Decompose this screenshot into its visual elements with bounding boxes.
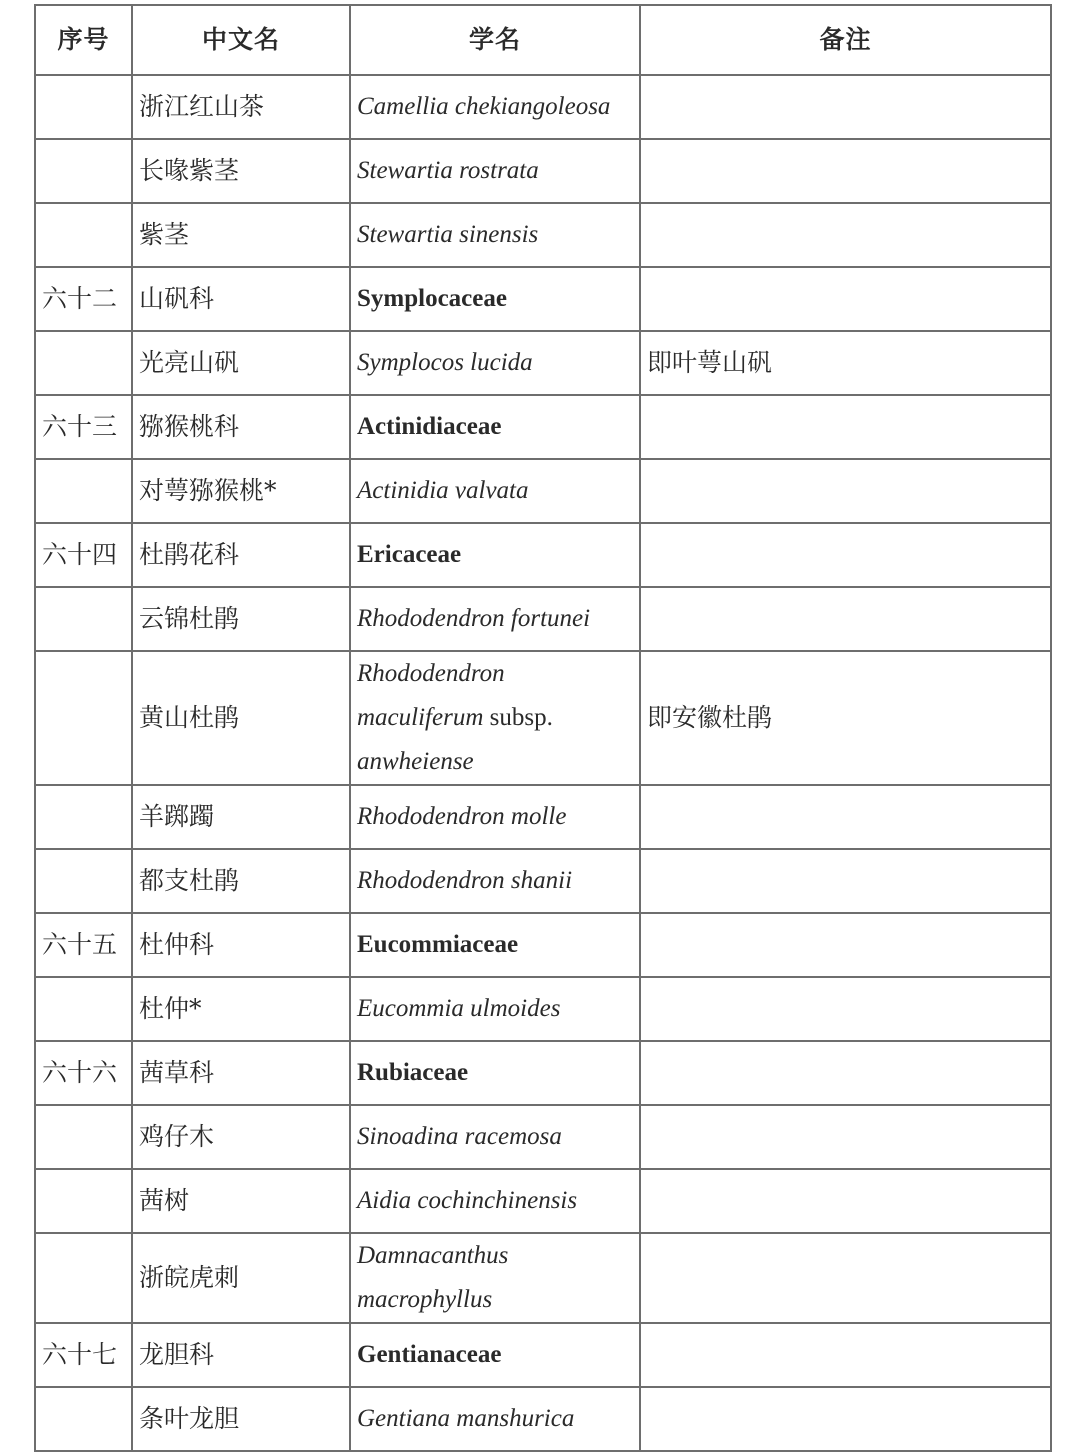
- serial-number-cell: [35, 75, 132, 139]
- family-chinese-name-cell: 杜鹃花科: [132, 523, 350, 587]
- scientific-name-cell: [350, 1233, 640, 1323]
- serial-number-cell: 六十六: [35, 1041, 132, 1105]
- table-row: [35, 1387, 1051, 1451]
- chinese-name-cell: 浙江红山茶: [132, 75, 350, 139]
- remark-cell: 即安徽杜鹃: [640, 651, 1051, 785]
- serial-number-cell: [35, 849, 132, 913]
- table-row: [35, 977, 1051, 1041]
- chinese-name-cell: 鸡仔木: [132, 1105, 350, 1169]
- scientific-name-cell: [350, 651, 640, 785]
- remark-cell: [640, 1041, 1051, 1105]
- scientific-name-species: macrophyllus: [357, 1286, 493, 1313]
- remark-cell: [640, 1169, 1051, 1233]
- family-scientific-name-cell: Ericaceae: [350, 523, 640, 587]
- remark-cell: [640, 139, 1051, 203]
- family-row: [35, 267, 1051, 331]
- serial-number-cell: 六十二: [35, 267, 132, 331]
- scientific-name-cell: Rhododendron molle: [350, 785, 640, 849]
- remark-cell: [640, 1323, 1051, 1387]
- header-chinese-name: 中文名: [132, 5, 350, 75]
- table-row: [35, 459, 1051, 523]
- serial-number-cell: [35, 785, 132, 849]
- chinese-name-cell: 云锦杜鹃: [132, 587, 350, 651]
- table-row: [35, 1105, 1051, 1169]
- serial-number-cell: 六十三: [35, 395, 132, 459]
- chinese-name-cell: 杜仲*: [132, 977, 350, 1041]
- serial-number-cell: [35, 459, 132, 523]
- family-row: [35, 395, 1051, 459]
- chinese-name-cell: 长喙紫茎: [132, 139, 350, 203]
- family-scientific-name-cell: Gentianaceae: [350, 1323, 640, 1387]
- table-row: [35, 139, 1051, 203]
- serial-number-cell: [35, 203, 132, 267]
- family-chinese-name-cell: 龙胆科: [132, 1323, 350, 1387]
- table-row: [35, 785, 1051, 849]
- scientific-name-cell: Stewartia rostrata: [350, 139, 640, 203]
- family-chinese-name-cell: 茜草科: [132, 1041, 350, 1105]
- scientific-name-cell: Sinoadina racemosa: [350, 1105, 640, 1169]
- serial-number-cell: 六十四: [35, 523, 132, 587]
- remark-cell: [640, 459, 1051, 523]
- serial-number-cell: [35, 1169, 132, 1233]
- chinese-name-cell: 光亮山矾: [132, 331, 350, 395]
- remark-cell: [640, 977, 1051, 1041]
- remark-cell: [640, 913, 1051, 977]
- chinese-name-cell: 条叶龙胆: [132, 1387, 350, 1451]
- table-row: [35, 587, 1051, 651]
- serial-number-cell: [35, 587, 132, 651]
- scientific-name-genus: Damnacanthus: [357, 1242, 509, 1269]
- family-row: [35, 1041, 1051, 1105]
- remark-cell: [640, 75, 1051, 139]
- table-header-row: [35, 5, 1051, 75]
- serial-number-cell: [35, 977, 132, 1041]
- chinese-name-cell: 都支杜鹃: [132, 849, 350, 913]
- scientific-name-cell: Camellia chekiangoleosa: [350, 75, 640, 139]
- serial-number-cell: [35, 1387, 132, 1451]
- table-row: [35, 849, 1051, 913]
- family-row: [35, 1323, 1051, 1387]
- family-chinese-name-cell: 猕猴桃科: [132, 395, 350, 459]
- table-row: [35, 75, 1051, 139]
- family-chinese-name-cell: 杜仲科: [132, 913, 350, 977]
- family-chinese-name-cell: 山矾科: [132, 267, 350, 331]
- remark-cell: [640, 395, 1051, 459]
- remark-cell: [640, 203, 1051, 267]
- remark-cell: [640, 785, 1051, 849]
- family-scientific-name-cell: Rubiaceae: [350, 1041, 640, 1105]
- remark-cell: [640, 523, 1051, 587]
- serial-number-cell: [35, 1233, 132, 1323]
- remark-cell: [640, 267, 1051, 331]
- scientific-name-cell: Rhododendron shanii: [350, 849, 640, 913]
- remark-cell: [640, 1105, 1051, 1169]
- remark-cell: [640, 849, 1051, 913]
- scientific-name-cell: Rhododendron fortunei: [350, 587, 640, 651]
- scientific-name-rank: subsp.: [483, 704, 553, 731]
- header-remarks: 备注: [640, 5, 1051, 75]
- table-row: [35, 1233, 1051, 1323]
- family-scientific-name-cell: Symplocaceae: [350, 267, 640, 331]
- scientific-name-cell: Symplocos lucida: [350, 331, 640, 395]
- family-scientific-name-cell: Actinidiaceae: [350, 395, 640, 459]
- scientific-name-cell: Actinidia valvata: [350, 459, 640, 523]
- species-table: [34, 4, 1052, 1452]
- scientific-name-cell: Eucommia ulmoides: [350, 977, 640, 1041]
- header-scientific-name: 学名: [350, 5, 640, 75]
- serial-number-cell: [35, 139, 132, 203]
- remark-cell: [640, 587, 1051, 651]
- table-row: [35, 203, 1051, 267]
- chinese-name-cell: 黄山杜鹃: [132, 651, 350, 785]
- remark-cell: [640, 1387, 1051, 1451]
- serial-number-cell: [35, 651, 132, 785]
- table-row: [35, 1169, 1051, 1233]
- serial-number-cell: [35, 331, 132, 395]
- serial-number-cell: 六十五: [35, 913, 132, 977]
- chinese-name-cell: 紫茎: [132, 203, 350, 267]
- scientific-name-cell: Stewartia sinensis: [350, 203, 640, 267]
- chinese-name-cell: 羊踯躅: [132, 785, 350, 849]
- scientific-name-cell: Gentiana manshurica: [350, 1387, 640, 1451]
- chinese-name-cell: 对萼猕猴桃*: [132, 459, 350, 523]
- scientific-name-cell: Aidia cochinchinensis: [350, 1169, 640, 1233]
- family-scientific-name-cell: Eucommiaceae: [350, 913, 640, 977]
- header-serial-number: 序号: [35, 5, 132, 75]
- family-row: [35, 913, 1051, 977]
- scientific-name-subspecies: anwheiense: [357, 748, 474, 775]
- serial-number-cell: [35, 1105, 132, 1169]
- table-row: [35, 651, 1051, 785]
- chinese-name-cell: 茜树: [132, 1169, 350, 1233]
- serial-number-cell: 六十七: [35, 1323, 132, 1387]
- scientific-name-species: maculiferum: [357, 704, 484, 731]
- family-row: [35, 523, 1051, 587]
- table-row: [35, 331, 1051, 395]
- remark-cell: [640, 1233, 1051, 1323]
- chinese-name-cell: 浙皖虎刺: [132, 1233, 350, 1323]
- scientific-name-genus: Rhododendron: [357, 660, 505, 687]
- remark-cell: 即叶萼山矾: [640, 331, 1051, 395]
